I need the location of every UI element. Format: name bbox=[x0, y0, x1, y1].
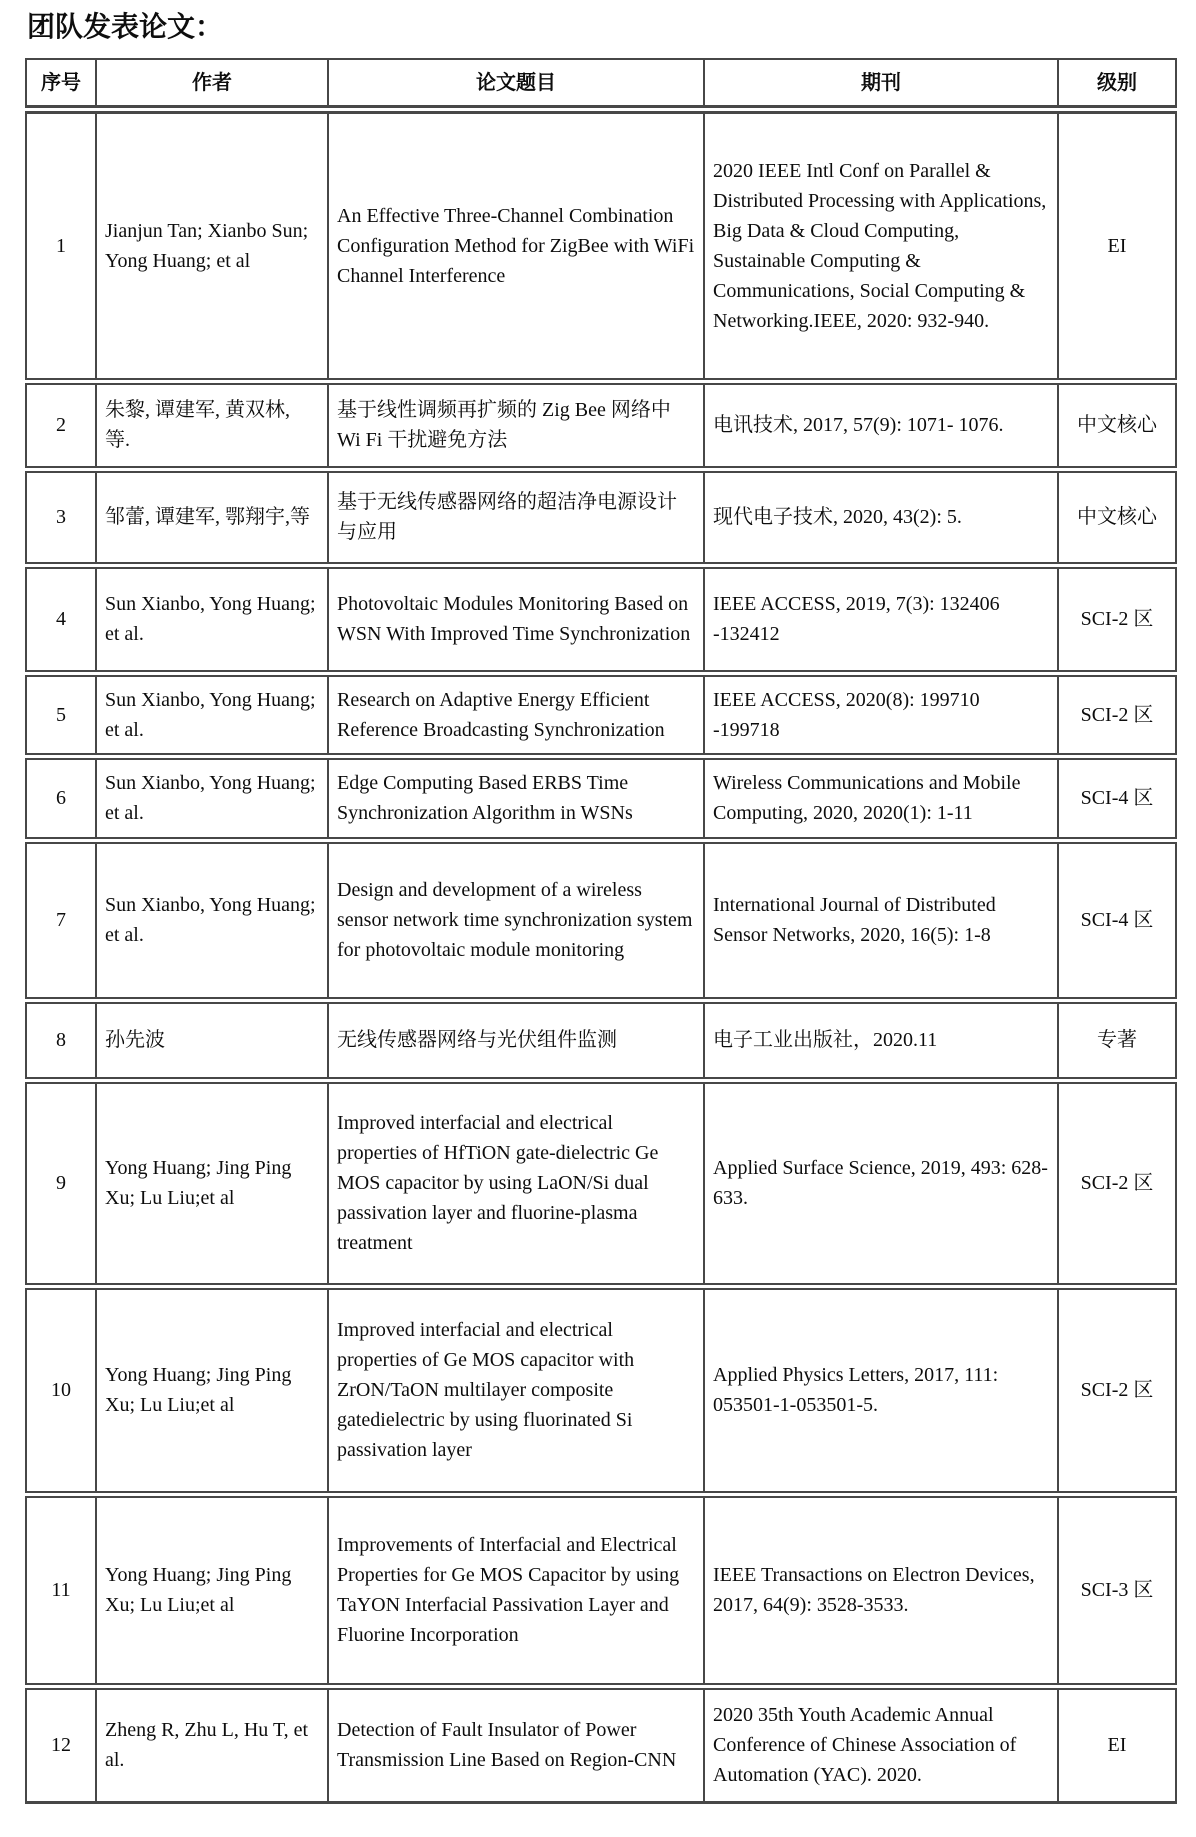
column-header-level: 级别 bbox=[1058, 59, 1176, 109]
cell-authors: Yong Huang; Jing Ping Xu; Lu Liu;et al bbox=[96, 1080, 328, 1286]
cell-level: SCI-4 区 bbox=[1058, 756, 1176, 840]
cell-no: 1 bbox=[26, 109, 96, 381]
cell-level: EI bbox=[1058, 109, 1176, 381]
cell-title: Research on Adaptive Energy Efficient Reference Broadcasting Synchronization bbox=[328, 673, 704, 756]
cell-journal: 2020 IEEE Intl Conf on Parallel & Distributed Processing with Applications, Big Data & Cloud Computing, Sustainable Computing & Communications, Social Computing & Networking.IEEE, 2020: 932-940. bbox=[704, 109, 1058, 381]
cell-authors: 孙先波 bbox=[96, 1000, 328, 1080]
cell-no: 8 bbox=[26, 1000, 96, 1080]
cell-journal: Applied Physics Letters, 2017, 111: 053501-1-053501-5. bbox=[704, 1286, 1058, 1494]
table-row bbox=[26, 109, 1176, 381]
cell-no: 10 bbox=[26, 1286, 96, 1494]
cell-no: 4 bbox=[26, 565, 96, 673]
cell-level: SCI-2 区 bbox=[1058, 1080, 1176, 1286]
table-row bbox=[26, 1000, 1176, 1080]
cell-title: 基于无线传感器网络的超洁净电源设计与应用 bbox=[328, 469, 704, 565]
column-header-no: 序号 bbox=[26, 59, 96, 109]
cell-no: 6 bbox=[26, 756, 96, 840]
cell-authors: Zheng R, Zhu L, Hu T, et al. bbox=[96, 1686, 328, 1802]
cell-journal: Applied Surface Science, 2019, 493: 628-633. bbox=[704, 1080, 1058, 1286]
cell-authors: Sun Xianbo, Yong Huang; et al. bbox=[96, 756, 328, 840]
column-header-journal: 期刊 bbox=[704, 59, 1058, 109]
cell-journal: 电讯技术, 2017, 57(9): 1071- 1076. bbox=[704, 381, 1058, 469]
column-header-title: 论文题目 bbox=[328, 59, 704, 109]
table-row bbox=[26, 1080, 1176, 1286]
table-header-row bbox=[26, 59, 1176, 109]
cell-title: An Effective Three-Channel Combination Configuration Method for ZigBee with WiFi Channel Interference bbox=[328, 109, 704, 381]
cell-title: 无线传感器网络与光伏组件监测 bbox=[328, 1000, 704, 1080]
cell-journal: 现代电子技术, 2020, 43(2): 5. bbox=[704, 469, 1058, 565]
cell-authors: Yong Huang; Jing Ping Xu; Lu Liu;et al bbox=[96, 1286, 328, 1494]
cell-authors: Yong Huang; Jing Ping Xu; Lu Liu;et al bbox=[96, 1494, 328, 1686]
cell-journal: 电子工业出版社，2020.11 bbox=[704, 1000, 1058, 1080]
cell-authors: 朱黎, 谭建军, 黄双林, 等. bbox=[96, 381, 328, 469]
cell-title: Detection of Fault Insulator of Power Transmission Line Based on Region-CNN bbox=[328, 1686, 704, 1802]
cell-level: EI bbox=[1058, 1686, 1176, 1802]
cell-no: 7 bbox=[26, 840, 96, 1000]
cell-title: Improved interfacial and electrical properties of HfTiON gate-dielectric Ge MOS capacitor by using LaON/Si dual passivation layer and fluorine-plasma treatment bbox=[328, 1080, 704, 1286]
cell-authors: 邹蕾, 谭建军, 鄂翔宇,等 bbox=[96, 469, 328, 565]
cell-authors: Sun Xianbo, Yong Huang; et al. bbox=[96, 673, 328, 756]
cell-title: Improvements of Interfacial and Electrical Properties for Ge MOS Capacitor by using TaYON Interfacial Passivation Layer and Fluorine Incorporation bbox=[328, 1494, 704, 1686]
cell-level: 中文核心 bbox=[1058, 469, 1176, 565]
cell-level: 专著 bbox=[1058, 1000, 1176, 1080]
page-title: 团队发表论文： bbox=[27, 12, 224, 43]
cell-journal: IEEE ACCESS, 2019, 7(3): 132406 -132412 bbox=[704, 565, 1058, 673]
cell-title: Edge Computing Based ERBS Time Synchronization Algorithm in WSNs bbox=[328, 756, 704, 840]
cell-no: 2 bbox=[26, 381, 96, 469]
cell-title: Photovoltaic Modules Monitoring Based on WSN With Improved Time Synchronization bbox=[328, 565, 704, 673]
cell-level: SCI-2 区 bbox=[1058, 565, 1176, 673]
cell-authors: Sun Xianbo, Yong Huang; et al. bbox=[96, 840, 328, 1000]
cell-authors: Sun Xianbo, Yong Huang; et al. bbox=[96, 565, 328, 673]
table-row bbox=[26, 1286, 1176, 1494]
cell-no: 3 bbox=[26, 469, 96, 565]
cell-level: 中文核心 bbox=[1058, 381, 1176, 469]
cell-title: Design and development of a wireless sensor network time synchronization system for photovoltaic module monitoring bbox=[328, 840, 704, 1000]
column-header-authors: 作者 bbox=[96, 59, 328, 109]
table-row bbox=[26, 840, 1176, 1000]
cell-title: Improved interfacial and electrical properties of Ge MOS capacitor with ZrON/TaON multilayer composite gatedielectric by using fluorinated Si passivation layer bbox=[328, 1286, 704, 1494]
table-row bbox=[26, 756, 1176, 840]
cell-journal: IEEE Transactions on Electron Devices, 2017, 64(9): 3528-3533. bbox=[704, 1494, 1058, 1686]
cell-journal: 2020 35th Youth Academic Annual Conference of Chinese Association of Automation (YAC). 2020. bbox=[704, 1686, 1058, 1802]
table-row bbox=[26, 469, 1176, 565]
cell-journal: IEEE ACCESS, 2020(8): 199710 -199718 bbox=[704, 673, 1058, 756]
cell-authors: Jianjun Tan; Xianbo Sun; Yong Huang; et al bbox=[96, 109, 328, 381]
table-row bbox=[26, 1494, 1176, 1686]
cell-no: 12 bbox=[26, 1686, 96, 1802]
table-row bbox=[26, 381, 1176, 469]
cell-no: 5 bbox=[26, 673, 96, 756]
cell-level: SCI-2 区 bbox=[1058, 673, 1176, 756]
publications-table bbox=[25, 58, 1177, 1804]
cell-level: SCI-2 区 bbox=[1058, 1286, 1176, 1494]
table-row bbox=[26, 673, 1176, 756]
cell-journal: Wireless Communications and Mobile Computing, 2020, 2020(1): 1-11 bbox=[704, 756, 1058, 840]
cell-level: SCI-4 区 bbox=[1058, 840, 1176, 1000]
table-row bbox=[26, 1686, 1176, 1802]
cell-level: SCI-3 区 bbox=[1058, 1494, 1176, 1686]
cell-journal: International Journal of Distributed Sensor Networks, 2020, 16(5): 1-8 bbox=[704, 840, 1058, 1000]
cell-no: 9 bbox=[26, 1080, 96, 1286]
table-row bbox=[26, 565, 1176, 673]
cell-title: 基于线性调频再扩频的 Zig Bee 网络中 Wi Fi 干扰避免方法 bbox=[328, 381, 704, 469]
cell-no: 11 bbox=[26, 1494, 96, 1686]
